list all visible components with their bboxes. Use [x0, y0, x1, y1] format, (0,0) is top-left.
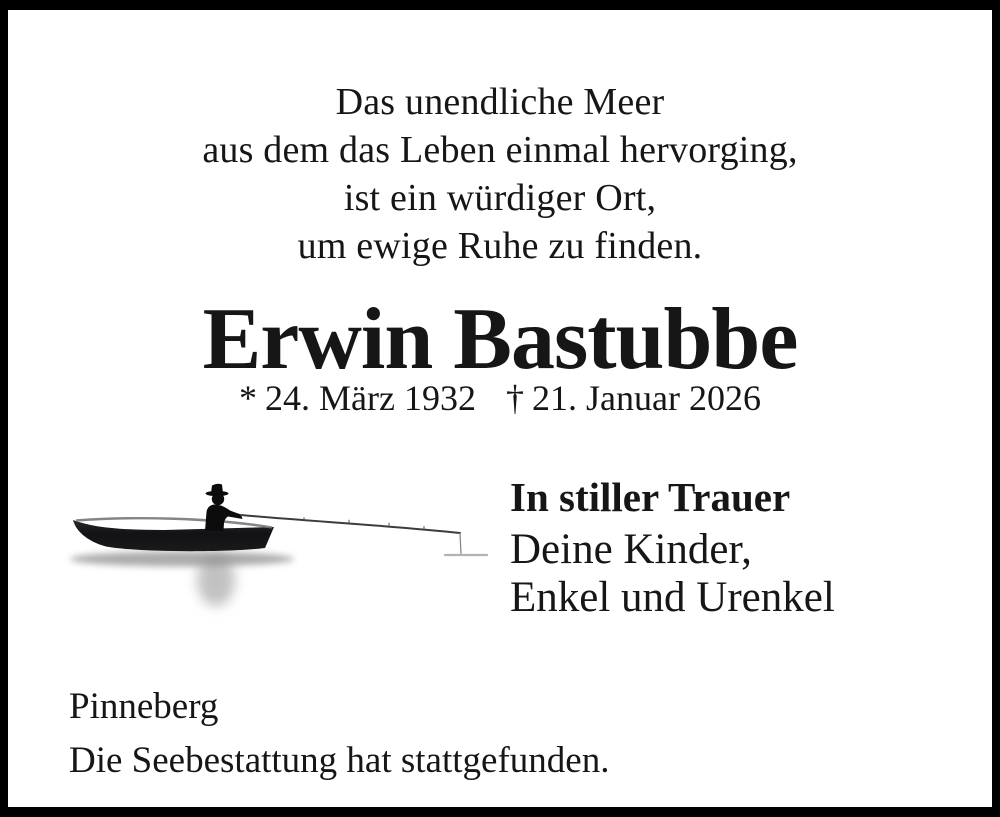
gunwale-highlight — [76, 518, 272, 527]
fisherman-boat-illustration — [64, 468, 494, 618]
poem-line: Das unendliche Meer — [335, 81, 665, 123]
fisherman-body — [205, 505, 243, 532]
death-cross-symbol: † — [506, 378, 524, 418]
death-date — [506, 378, 761, 418]
footer-burial-note: Die Seebestattung hat stattgefunden. — [69, 740, 610, 781]
fishing-line — [460, 533, 461, 554]
mourners-line: Deine Kinder, — [510, 526, 752, 573]
birth-star-symbol: * — [239, 378, 258, 418]
birth-date — [239, 378, 476, 418]
poem-line: um ewige Ruhe zu finden. — [297, 225, 703, 267]
fisherman-head — [212, 493, 224, 505]
condolence-header: In stiller Trauer — [510, 474, 791, 520]
boat-shadow — [70, 552, 294, 567]
memorial-poem — [8, 78, 992, 270]
deceased-name: Erwin Bastubbe — [202, 291, 798, 388]
fishing-rod — [241, 515, 460, 533]
mourners-line: Enkel und Urenkel — [510, 574, 835, 621]
poem-line: aus dem das Leben einmal hervorging, — [202, 129, 798, 171]
life-dates — [8, 378, 992, 418]
footer-city: Pinneberg — [69, 686, 219, 727]
birth-date-text: 24. März 1932 — [265, 378, 476, 418]
poem-line: ist ein würdiger Ort, — [343, 177, 657, 219]
fisherman-reflection-shadow — [197, 554, 235, 606]
death-date-text: 21. Januar 2026 — [532, 378, 761, 418]
